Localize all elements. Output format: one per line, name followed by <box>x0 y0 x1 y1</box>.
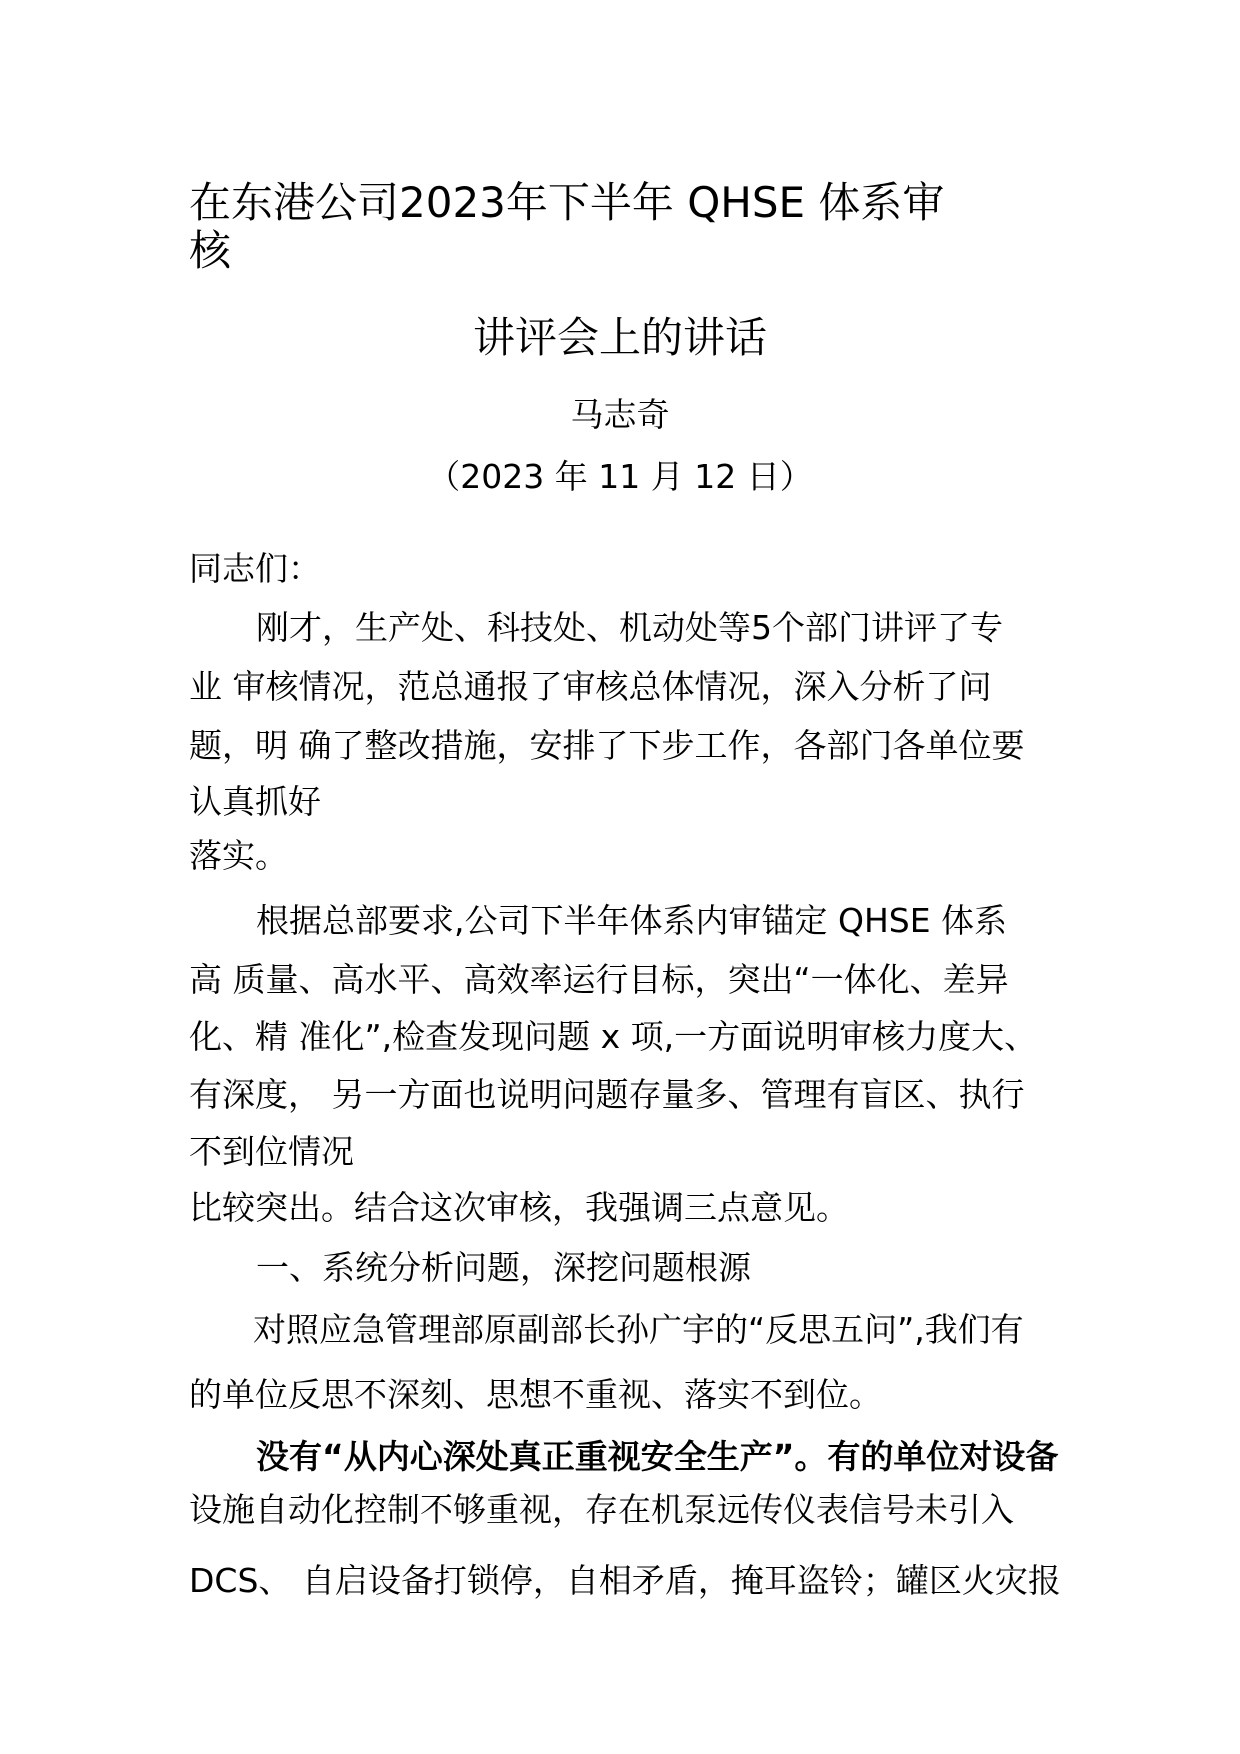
title-line-3: 讲评会上的讲话 <box>472 313 767 362</box>
paragraph-line: DCS、 自启设备打锁停，自相矛盾，掩耳盗铃；罐区火灾报 <box>189 1561 1061 1600</box>
author: 马志奇 <box>570 395 670 434</box>
paragraph-line: 比较突出。结合这次审核，我强调三点意见。 <box>189 1188 849 1227</box>
bold-lead-sentence: 没有“从内心深处真正重视安全生产”。有的单位对设备 <box>256 1437 1059 1476</box>
paragraph-line: 设施自动化控制不够重视，存在机泵远传仪表信号未引入 <box>189 1490 1014 1529</box>
paragraph-line: 的单位反思不深刻、思想不重视、落实不到位。 <box>189 1375 882 1414</box>
paragraph-line: 题，明 确了整改措施，安排了下步工作，各部门各单位要 <box>189 726 1025 765</box>
date: （2023 年 11 月 12 日） <box>427 457 813 496</box>
paragraph-line: 对照应急管理部原副部长孙广宇的“反思五问”,我们有 <box>253 1310 1024 1349</box>
title-line-2: 核 <box>189 226 232 275</box>
paragraph-line: 落实。 <box>189 836 288 875</box>
paragraph-line: 刚才，生产处、科技处、机动处等5个部门讲评了专 <box>256 608 1003 647</box>
section-heading: 一、系统分析问题，深挖问题根源 <box>256 1248 751 1287</box>
paragraph-line: 认真抓好 <box>189 782 321 821</box>
paragraph-line: 有深度， 另一方面也说明问题存量多、管理有盲区、执行 <box>189 1075 1025 1114</box>
paragraph-line: 根据总部要求,公司下半年体系内审锚定 QHSE 体系 <box>256 901 1008 940</box>
paragraph-line: 高 质量、高水平、高效率运行目标，突出“一体化、差异 <box>189 960 1009 999</box>
salutation: 同志们： <box>189 549 321 588</box>
title-line-1: 在东港公司2023年下半年 QHSE 体系审 <box>189 178 945 227</box>
paragraph-line: 业 审核情况，范总通报了审核总体情况，深入分析了问 <box>189 667 992 706</box>
paragraph-line: 化、精 准化”,检查发现问题 x 项,一方面说明审核力度大、 <box>189 1017 1038 1056</box>
paragraph-line: 不到位情况 <box>189 1132 354 1171</box>
